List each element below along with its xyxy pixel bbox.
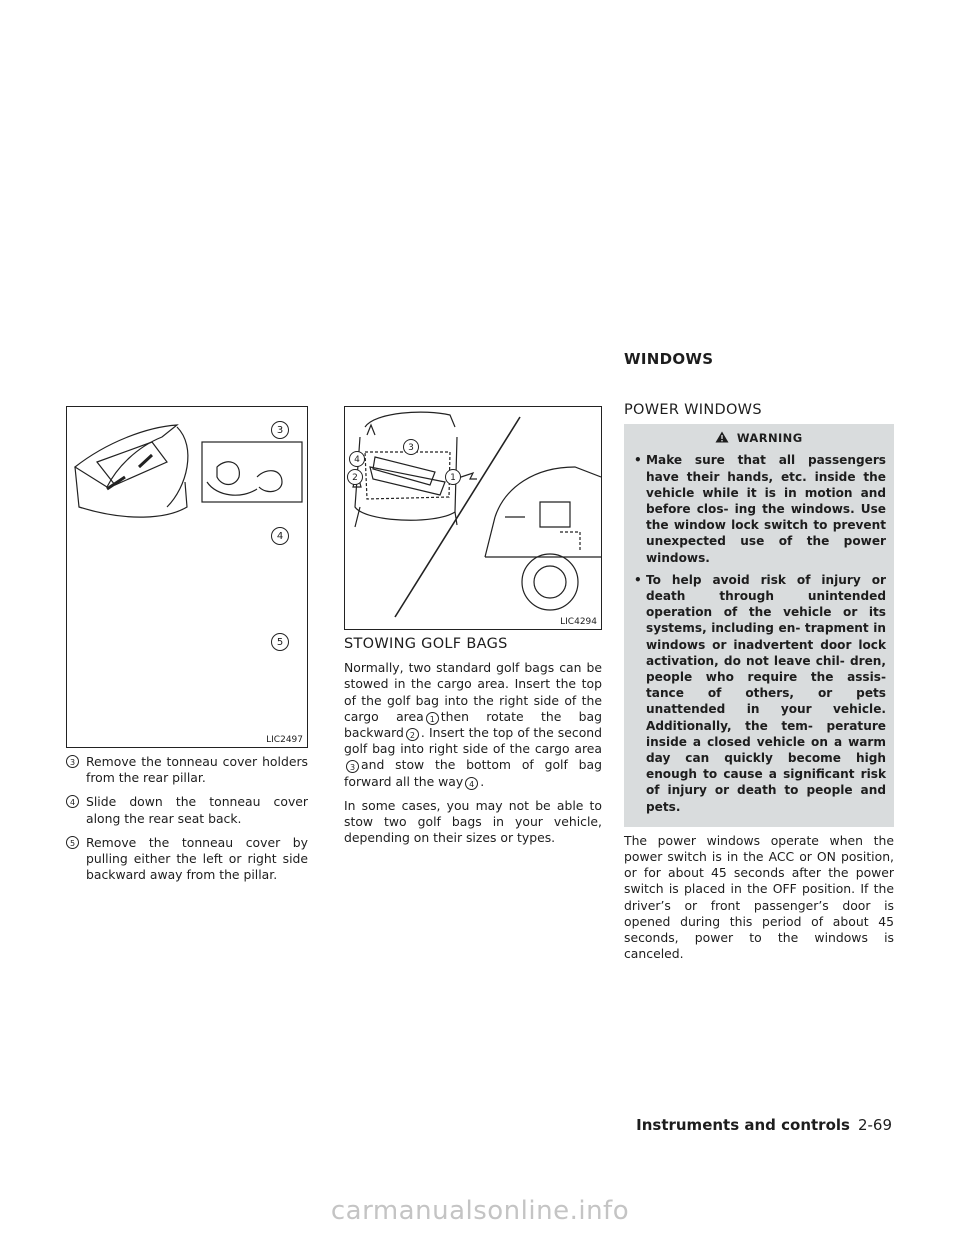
callout-3: 3 (403, 439, 419, 455)
step-number: 4 (66, 795, 79, 808)
footer-section: Instruments and controls (636, 1116, 850, 1134)
step-item (66, 794, 308, 826)
golf-column (344, 636, 602, 854)
figure-golf-bags (344, 406, 602, 630)
golf-heading: STOWING GOLF BAGS (344, 636, 508, 652)
inline-callout: 4 (465, 777, 478, 790)
warning-item (632, 452, 886, 565)
warning-item (632, 572, 886, 815)
text-segment: and stow the bottom of golf bag forward all the way (344, 757, 602, 789)
power-windows-body: The power windows operate when the power switch is in the ACC or ON position, or for about 45 seconds after the power switch is placed in the OFF position. If the driver’s or front passenger’s door is opened during this period of about 45 seconds, power to the windows is canceled. (624, 832, 894, 962)
step-item (66, 754, 308, 786)
figure-tonneau-cover (66, 406, 308, 748)
step-number: 5 (66, 836, 79, 849)
step-text: Remove the tonneau cover by pulling either the left or right side backward away from the pillar. (86, 834, 308, 883)
power-windows-heading: POWER WINDOWS (624, 402, 762, 418)
text-segment: . (480, 773, 485, 789)
callout-2: 2 (347, 469, 363, 485)
watermark: carmanualsonline.info (330, 1196, 630, 1226)
inline-callout: 1 (426, 712, 439, 725)
text-segment: Normally, two standard golf bags can be stowed in the cargo area. Insert the top of the golf bag into the right side of the cargo area (344, 660, 602, 724)
callout-4: 4 (349, 451, 365, 467)
callout-1: 1 (445, 469, 461, 485)
callout-5: 5 (271, 633, 289, 651)
page-number: 2-69 (857, 1116, 892, 1134)
warning-triangle-icon (715, 431, 733, 445)
text-segment: then rotate the bag backward (344, 708, 603, 741)
warning-text: Make sure that all passengers have their hands, etc. inside the vehicle while it is in motion and before clos- ing the windows. Use the window lock switch to prevent unexpected use of the power windows. (646, 453, 886, 565)
golf-bag-illustration (345, 407, 601, 629)
bullet: • (634, 453, 642, 468)
step-text: Slide down the tonneau cover along the rear seat back. (86, 794, 308, 826)
callout-4: 4 (271, 527, 289, 545)
tonneau-illustration (67, 407, 307, 747)
golf-paragraph-1 (344, 660, 602, 790)
section-heading: WINDOWS (624, 350, 714, 368)
figure-code: LIC4294 (560, 617, 597, 627)
callout-3: 3 (271, 421, 289, 439)
bullet: • (634, 572, 642, 587)
steps-column (66, 754, 308, 891)
step-number: 3 (66, 755, 79, 768)
inline-callout: 3 (346, 760, 359, 773)
page-footer (636, 1116, 892, 1134)
text-segment: . Insert the top of the second golf bag into right side of the cargo area (344, 725, 602, 757)
step-text: Remove the tonneau cover holders from the rear pillar. (86, 754, 308, 786)
warning-title-text: WARNING (736, 431, 803, 446)
golf-paragraph-2: In some cases, you may not be able to stow two golf bags in your vehicle, depending on their sizes or types. (344, 797, 602, 846)
inline-callout: 2 (406, 728, 419, 741)
figure-code: LIC2497 (266, 735, 303, 745)
step-item (66, 835, 308, 884)
warning-title (632, 424, 886, 452)
power-windows-column (624, 402, 894, 971)
warning-text: To help avoid risk of injury or death through unintended operation of the vehicle or its systems, including en- trapment in windows or inadvertent door lock activation, do not leave chil- dren, people who require the assis- tance of others, or pets unattended in your vehicle. Additionally, the tem- perature inside a closed vehicle on a warm day can quickly become high enough to cause a significant risk of injury or death to people and pets. (646, 572, 886, 814)
warning-box (624, 424, 894, 827)
